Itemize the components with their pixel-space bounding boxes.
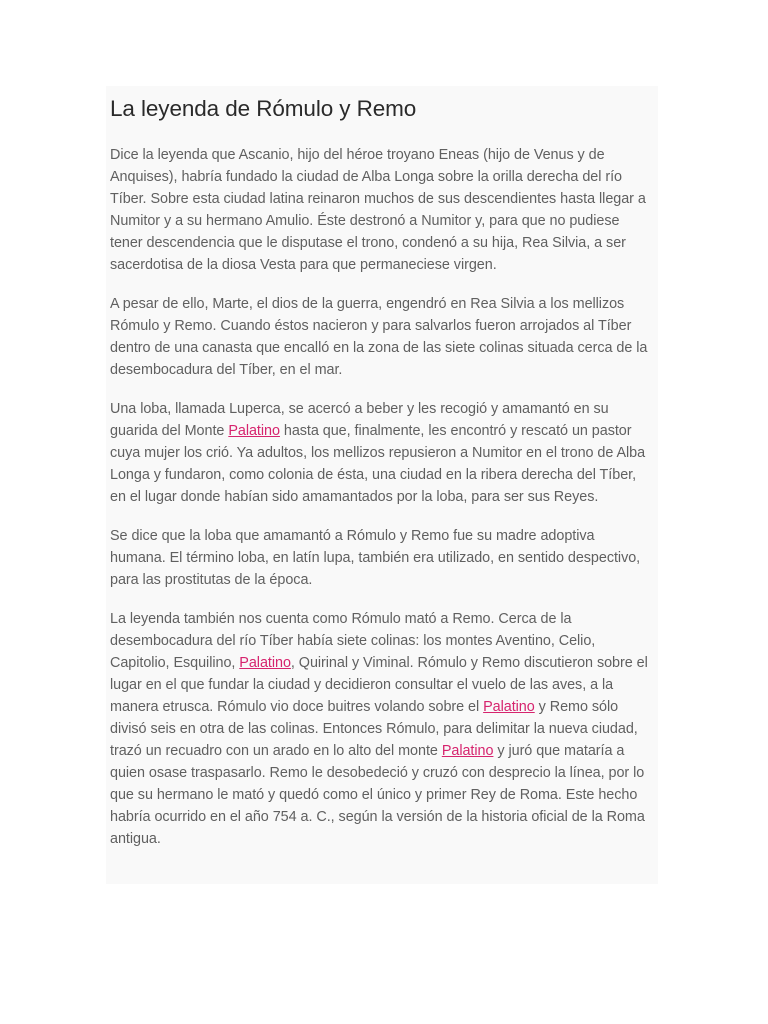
palatino-link[interactable]: Palatino: [483, 699, 535, 715]
paragraph-5: [110, 608, 654, 850]
article-body: [110, 144, 654, 850]
paragraph-text: La leyenda también nos cuenta como Rómulo mató a Remo. Cerca de la desembocadura del río Tíber había siete colinas: los montes Aventino, Celio, Capitolio, Esquilino,: [110, 611, 596, 671]
article-panel: [106, 86, 658, 884]
paragraph-2: [110, 293, 654, 381]
palatino-link[interactable]: Palatino: [228, 423, 280, 439]
paragraph-text: Una loba, llamada Luperca, se acercó a beber y les recogió y amamantó en su guarida del Monte: [110, 401, 609, 439]
paragraph-text: hasta que, finalmente, les encontró y rescató un pastor cuya mujer los crió. Ya adultos, los mellizos repusieron a Numitor en el trono de Alba Longa y fundaron, como colonia de ésta, una ciudad en la ribera derecha del Tíber, en el lugar donde habían sido amamantados por la loba, para ser sus Reyes.: [110, 423, 646, 505]
paragraph-text: y Remo sólo divisó seis en otra de las colinas. Entonces Rómulo, para delimitar la nueva ciudad, trazó un recuadro con un arado en lo alto del monte: [110, 699, 638, 759]
paragraph-4: [110, 525, 654, 591]
paragraph-text: , Quirinal y Viminal. Rómulo y Remo discutieron sobre el lugar en el que fundar la ciudad y decidieron consultar el vuelo de las aves, a la manera etrusca. Rómulo vio doce buitres volando sobre el: [110, 655, 648, 715]
palatino-link[interactable]: Palatino: [239, 655, 291, 671]
paragraph-text: Se dice que la loba que amamantó a Rómulo y Remo fue su madre adoptiva humana. El término loba, en latín lupa, también era utilizado, en sentido despectivo, para las prostitutas de la época.: [110, 528, 641, 588]
paragraph-text: A pesar de ello, Marte, el dios de la guerra, engendró en Rea Silvia a los mellizos Rómulo y Remo. Cuando éstos nacieron y para salvarlos fueron arrojados al Tíber dentro de una canasta que encalló en la zona de las siete colinas situada cerca de la desembocadura del Tíber, en el mar.: [110, 296, 648, 378]
paragraph-3: [110, 398, 654, 508]
palatino-link[interactable]: Palatino: [441, 743, 494, 759]
article-title: La leyenda de Rómulo y Remo: [110, 96, 417, 121]
paragraph-1: [110, 144, 654, 276]
paragraph-text: y juró que mataría a quien osase traspasarlo. Remo le desobedeció y cruzó con desprecio la línea, por lo que su hermano le mató y quedó como el único y primer Rey de Roma. Este hecho habría ocurrido en el año 754 a. C., según la versión de la historia oficial de la Roma antigua.: [110, 743, 645, 847]
paragraph-text: Dice la leyenda que Ascanio, hijo del héroe troyano Eneas (hijo de Venus y de Anquises), habría fundado la ciudad de Alba Longa sobre la orilla derecha del río Tíber. Sobre esta ciudad latina reinaron muchos de sus descendientes hasta llegar a Numitor y a su hermano Amulio. Éste destronó a Numitor y, para que no pudiese tener descendencia que le disputase el trono, condenó a su hija, Rea Silvia, a ser sacerdotisa de la diosa Vesta para que permaneciese virgen.: [110, 147, 646, 273]
